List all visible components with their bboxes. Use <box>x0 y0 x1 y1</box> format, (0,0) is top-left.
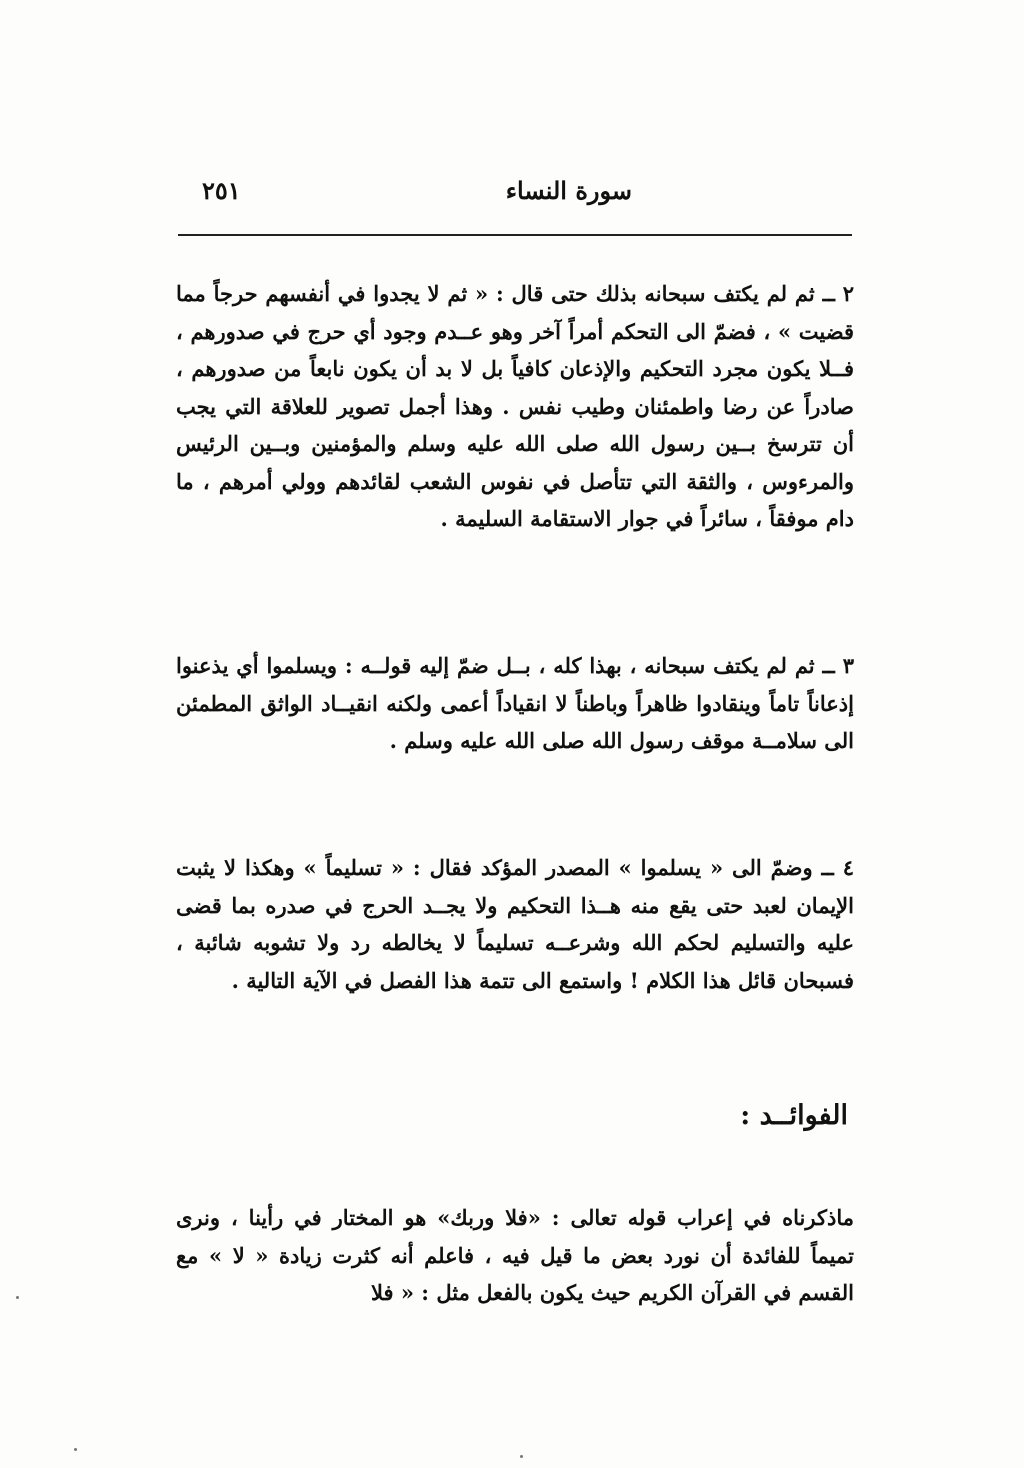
paragraph-point-2: ٢ ــ ثم لم يكتف سبحانه بذلك حتى قال : « ثم لا يجدوا في أنفسهم حرجاً مما قضيت » ، فضمّ الى التحكم أمراً آخر وهو عــدم وجود أي حرج في صدورهم ، فــلا يكون مجرد التحكيم والإذعان كافياً بل لا بد أن يكون نابعاً من صدورهم ، صادراً عن رضا واطمئنان وطيب نفس . وهذا أجمل تصوير للعلاقة التي يجب أن تترسخ بــين رسول الله صلى الله عليه وسلم والمؤمنين وبــين الرئيس والمرءوس ، والثقة التي تتأصل في نفوس الشعب لقائدهم وولي أمرهم ، ما دام موفقاً ، سائراً في جوار الاستقامة السليمة . <box>176 281 854 531</box>
page-title: سورة النساء <box>505 176 632 205</box>
page-header <box>178 168 852 218</box>
scan-speck <box>16 1296 19 1299</box>
scan-speck <box>74 1448 77 1451</box>
page-number: ٢٥١ <box>202 176 241 205</box>
paragraph-fawaid: ماذكرناه في إعراب قوله تعالى : «فلا وربك» هو المختار في رأينا ، ونرى تميماً للفائدة أن نورد بعض ما قيل فيه ، فاعلم أنه كثرت زيادة « لا » مع القسم في القرآن الكريم حيث يكون بالفعل مثل : « فلا <box>176 1205 854 1305</box>
paragraph-point-4: ٤ ــ وضمّ الى « يسلموا » المصدر المؤكد فقال : « تسليماً » وهكذا لا يثبت الإيمان لعبد حتى يقع منه هــذا التحكيم ولا يجــد الحرج في صدره بما قضى عليه والتسليم لحكم الله وشرعــه تسليماً لا يخالطه رد ولا تشوبه شائبة ، فسبحان قائل هذا الكلام ! واستمع الى تتمة هذا الفصل في الآية التالية . <box>176 855 854 993</box>
scan-speck <box>520 1455 523 1458</box>
paragraph-point-3: ٣ ــ ثم لم يكتف سبحانه ، بهذا كله ، بــل ضمّ إليه قولــه : ويسلموا أي يذعنوا إذعاناً تاماً وينقادوا ظاهراً وباطناً لا انقياداً أعمى ولكنه انقيــاد الواثق المطمئن الى سلامــة موقف رسول الله صلى الله عليه وسلم . <box>176 653 854 753</box>
section-heading: الفوائــد : <box>740 1100 848 1131</box>
header-divider <box>178 234 852 236</box>
